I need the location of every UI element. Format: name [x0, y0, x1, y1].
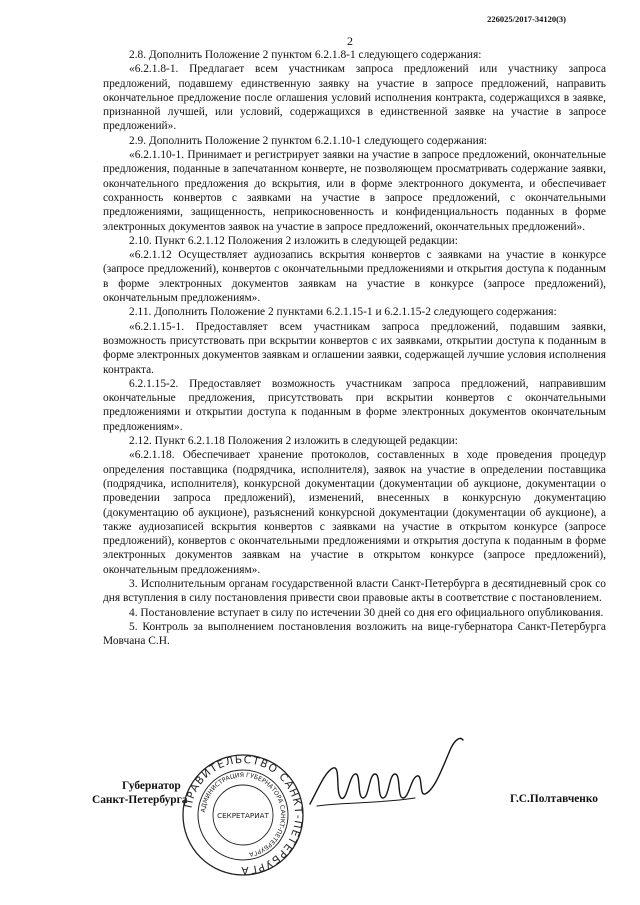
paragraph: 2.12. Пункт 6.2.1.18 Положения 2 изложить в следующей редакции:	[129, 435, 458, 448]
document-number: 226025/2017-34120(3)	[487, 14, 566, 24]
official-seal	[181, 753, 305, 877]
paragraph: «6.2.1.18. Обеспечивает хранение протоколов, составленных в ходе проведения процедур определения поставщика (подрядчика, исполнителя), заявок на участие в определении поставщика (подрядчика, исполнителя), конкурсной документации (документации об аукционе, документации о проведении запроса предложений), изменений, внесенных в конкурсную документацию (документацию об аукционе), разъяснений конкурсной документации (документации об аукционе), а также аудиозаписей вскрытия конвертов с заявками на участие в открытом конкурсе (запросе предложений), конвертов с окончательными предложениями и открытия доступа к поданным в форме электронных документов заявкам на участие в открытом конкурсе (запросе предложений), окончательным предложениям».	[103, 449, 606, 576]
handwritten-signature	[305, 732, 465, 822]
seal-center-text: СЕКРЕТАРИАТ	[217, 811, 269, 820]
paragraph: 2.10. Пункт 6.2.1.12 Положения 2 изложить в следующей редакции:	[129, 234, 458, 247]
paragraph: «6.2.1.12 Осуществляет аудиозапись вскрытия конвертов с заявками на участие в конкурсе (запросе предложений), конвертов с окончательными предложениями и открытия доступа к поданным в форме электронных документов заявкам на участие в конкурсе (запросе предложений), окончательным предложениям».	[103, 249, 606, 305]
paragraph: 2.11. Дополнить Положение 2 пунктами 6.2.1.15-1 и 6.2.1.15-2 следующего содержания:	[129, 306, 557, 319]
paragraph: 2.9. Дополнить Положение 2 пунктом 6.2.1.10-1 следующего содержания:	[129, 134, 488, 147]
document-body	[103, 48, 606, 648]
paragraph: 3. Исполнительным органам государственной власти Санкт-Петербурга в десятидневный срок со дня вступления в силу постановления привести свои правовые акты в соответствие с постановлением.	[103, 577, 606, 605]
signatory-title-line1: Губернатор	[122, 780, 181, 792]
signatory-title-line2: Санкт-Петербурга	[92, 794, 188, 806]
seal-middle-text: АДМИНИСТРАЦИЯ ГУБЕРНАТОРА САНКТ-ПЕТЕРБУРГА	[200, 771, 287, 858]
signatory-title	[92, 779, 188, 807]
paragraph: «6.2.1.10-1. Принимает и регистрирует заявки на участие в запросе предложений, окончательные предложения, поданные в запечатанном конверте, не позволяющем просматривать содержание заявки, окончательного предложения до вскрытия, или в форме электронного документа, и обеспечивает сохранность конвертов с заявками на участие в запросе предложений, с окончательными предложениями, защищенность, неприкосновенность и конфиденциальность поданных в форме электронных документов заявок на участие в запросе предложений, окончательных предложений».	[103, 149, 606, 233]
paragraph: 5. Контроль за выполнением постановления возложить на вице-губернатора Санкт-Петербурга Мовчана С.Н.	[103, 620, 606, 648]
signatory-name: Г.С.Полтавченко	[510, 793, 598, 805]
paragraph: 6.2.1.15-2. Предоставляет возможность участникам запроса предложений, направившим окончательные предложения, присутствовать при вскрытии конвертов с окончательными предложениями и открытии доступа к поданным в форме электронных документов окончательным предложениям».	[103, 377, 606, 433]
paragraph: 4. Постановление вступает в силу по истечении 30 дней со дня его официального опубликования.	[129, 606, 604, 619]
paragraph: «6.2.1.15-1. Предоставляет всем участникам запроса предложений, подавшим заявки, возможность присутствовать при вскрытии конвертов с их заявками, открытии доступа к поданным в форме электронных документов заявкам и оглашении заявки, содержащей лучшие условия исполнения контракта.	[103, 320, 606, 376]
paragraph: «6.2.1.8-1. Предлагает всем участникам запроса предложений или участнику запроса предложений, подавшему единственную заявку на участие в запросе предложений, направить окончательное предложение после оглашения условий исполнения контракта, содержащихся в заявке, признанной лучшей, или условий, содержащихся в единственной заявке на участие в запросе предложений».	[103, 63, 606, 133]
seal-outer-text: ПРАВИТЕЛЬСТВО САНКТ-ПЕТЕРБУРГА	[182, 753, 305, 877]
paragraph: 2.8. Дополнить Положение 2 пунктом 6.2.1.8-1 следующего содержания:	[129, 49, 482, 61]
page-number: 2	[347, 34, 353, 48]
